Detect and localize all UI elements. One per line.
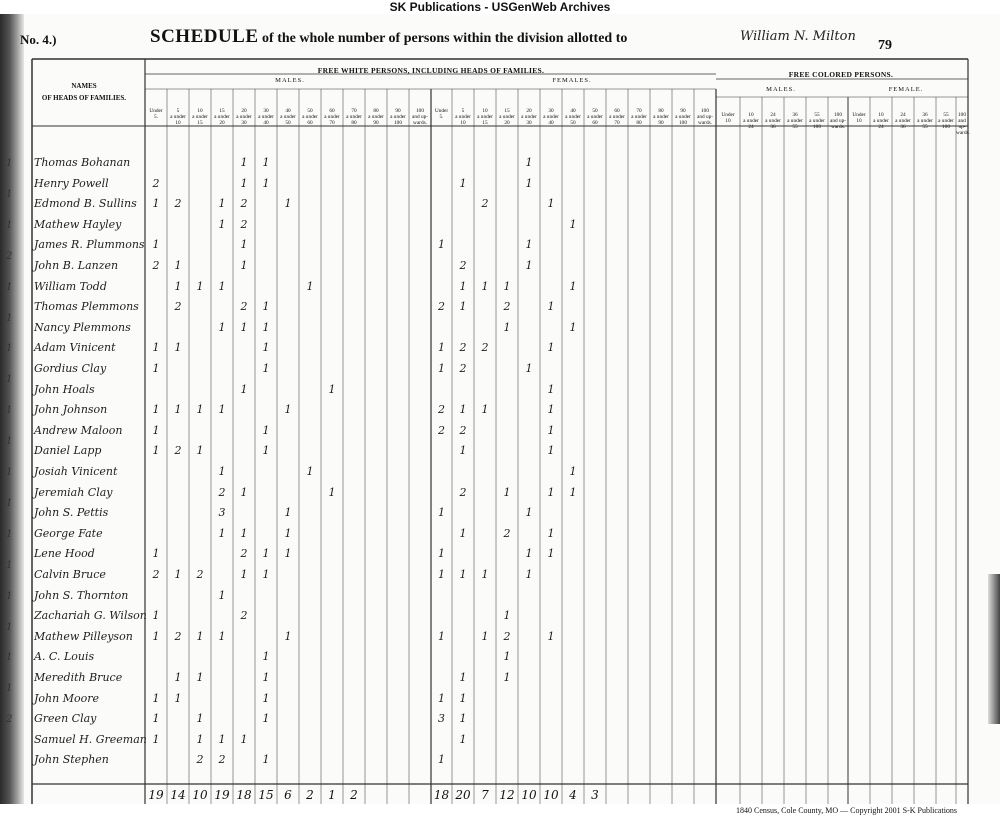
female-tally: 1 xyxy=(547,197,555,211)
white-males-header: MALES. xyxy=(275,77,305,84)
male-tally: 2 xyxy=(240,197,248,211)
household-name: John Hoals xyxy=(34,382,95,396)
female-tally: 1 xyxy=(438,547,445,561)
male-tally: 1 xyxy=(240,526,248,540)
female-tally: 2 xyxy=(503,300,511,314)
margin-mark: 1 xyxy=(6,683,13,695)
margin-mark: 1 xyxy=(6,590,13,602)
female-tally: 1 xyxy=(481,568,489,581)
male-tally: 2 xyxy=(174,300,182,314)
female-tally: 1 xyxy=(459,300,467,314)
female-tally: 1 xyxy=(547,547,555,561)
margin-mark: 1 xyxy=(6,343,13,355)
female-age-label: 90 a under 100 xyxy=(675,108,691,126)
male-tally: 2 xyxy=(240,217,248,231)
female-tally: 1 xyxy=(547,300,555,314)
male-age-label: 90 a under 100 xyxy=(390,108,406,126)
female-age-label: 20 a under 30 xyxy=(521,108,537,126)
page-banner: SK Publications - USGenWeb Archives xyxy=(389,0,611,14)
male-tally: 1 xyxy=(262,156,270,169)
household-name: Gordius Clay xyxy=(34,362,107,375)
male-tally: 1 xyxy=(218,403,226,417)
free-white-header: FREE WHITE PERSONS, INCLUDING HEADS OF FAMILIES. xyxy=(317,66,545,75)
female-tally: 1 xyxy=(525,568,533,581)
household-name: John Stephen xyxy=(34,753,109,767)
colored-male-age-label: Under 10 xyxy=(721,112,735,124)
female-age-label: 5 a under 10 xyxy=(455,108,471,126)
female-tally: 1 xyxy=(569,465,577,478)
female-tally: 2 xyxy=(438,423,445,437)
male-tally: 1 xyxy=(174,568,182,581)
male-total: 6 xyxy=(284,788,292,802)
male-tally: 1 xyxy=(284,403,292,417)
male-tally: 1 xyxy=(306,465,314,478)
male-tally: 1 xyxy=(152,403,160,417)
household-name: Thomas Bohanan xyxy=(34,156,131,169)
female-tally: 1 xyxy=(459,403,467,417)
male-tally: 1 xyxy=(152,547,160,561)
enumerator-name: William N. Milton xyxy=(740,29,856,44)
female-total: 18 xyxy=(433,788,450,802)
male-tally: 1 xyxy=(262,300,270,314)
free-colored-header: FREE COLORED PERSONS. xyxy=(788,70,894,79)
male-total: 2 xyxy=(306,788,314,802)
male-tally: 2 xyxy=(196,568,204,581)
female-tally: 1 xyxy=(438,238,445,252)
male-tally: 1 xyxy=(174,691,182,705)
male-tally: 2 xyxy=(174,629,182,643)
female-tally: 1 xyxy=(503,671,511,684)
household-name: Green Clay xyxy=(34,712,97,726)
female-tally: 1 xyxy=(459,732,467,746)
male-tally: 1 xyxy=(240,382,248,396)
female-tally: 1 xyxy=(459,568,467,581)
female-tally: 1 xyxy=(547,485,555,499)
male-tally: 1 xyxy=(196,629,204,643)
margin-mark: 1 xyxy=(6,528,13,540)
schedule-title-main: SCHEDULE xyxy=(150,26,259,47)
household-name: Andrew Maloon xyxy=(34,423,123,437)
male-tally: 1 xyxy=(218,588,226,602)
colored-female-age-label: Under 10 xyxy=(852,112,866,124)
male-age-label: 5 a under 10 xyxy=(170,108,186,126)
female-tally: 1 xyxy=(481,279,489,293)
colored-male-age-label: 10 a under 24 xyxy=(743,112,759,130)
household-name: Meredith Bruce xyxy=(34,671,123,684)
household-name: Jeremiah Clay xyxy=(34,485,113,499)
margin-mark: 1 xyxy=(6,467,13,478)
female-tally: 1 xyxy=(525,238,533,252)
margin-mark: 1 xyxy=(6,188,13,200)
schedule-title xyxy=(150,26,627,48)
male-tally: 1 xyxy=(240,732,248,746)
female-tally: 1 xyxy=(503,650,511,664)
colored-females-header: FEMALE. xyxy=(888,86,924,93)
male-tally: 1 xyxy=(174,259,182,272)
male-tally: 1 xyxy=(240,485,248,499)
male-tally: 2 xyxy=(196,753,204,767)
household-name: George Fate xyxy=(34,526,103,540)
female-age-label: 10 a under 15 xyxy=(477,108,493,126)
colored-male-age-label: 55 a under 100 xyxy=(809,112,825,130)
male-total: 19 xyxy=(148,788,164,802)
household-name: John Johnson xyxy=(34,403,108,417)
household-name: A. C. Louis xyxy=(34,650,95,664)
male-tally: 1 xyxy=(262,547,270,561)
female-tally: 2 xyxy=(459,362,467,375)
female-tally: 2 xyxy=(459,341,467,355)
female-tally: 1 xyxy=(525,506,533,520)
female-total: 4 xyxy=(569,788,577,802)
household-name: Adam Vinicent xyxy=(34,341,116,355)
sheet-number: No. 4.) xyxy=(20,32,57,47)
female-tally: 1 xyxy=(503,609,511,623)
household-name: William Todd xyxy=(34,279,107,293)
male-tally: 1 xyxy=(218,629,226,643)
female-tally: 1 xyxy=(459,444,467,458)
male-tally: 1 xyxy=(262,423,270,437)
male-tally: 1 xyxy=(152,712,160,726)
female-age-label: 60 a under 70 xyxy=(609,108,625,126)
female-tally: 1 xyxy=(503,485,511,499)
margin-mark: 2 xyxy=(6,714,13,726)
household-name: Daniel Lapp xyxy=(34,444,102,458)
male-tally: 1 xyxy=(152,609,160,623)
female-tally: 1 xyxy=(459,279,467,293)
male-tally: 2 xyxy=(152,176,160,190)
male-tally: 1 xyxy=(218,320,226,334)
male-age-label: 50 a under 60 xyxy=(302,108,318,126)
female-tally: 2 xyxy=(481,197,489,211)
female-tally: 1 xyxy=(503,320,511,334)
male-tally: 1 xyxy=(174,403,182,417)
female-tally: 1 xyxy=(503,279,511,293)
male-tally: 1 xyxy=(152,341,160,355)
male-tally: 2 xyxy=(174,444,182,458)
male-tally: 1 xyxy=(262,568,270,581)
female-total: 20 xyxy=(455,788,471,802)
female-tally: 2 xyxy=(438,403,445,417)
male-tally: 1 xyxy=(152,238,160,252)
female-age-label: 30 a under 40 xyxy=(543,108,559,126)
census-page-scan xyxy=(0,14,1000,804)
male-tally: 1 xyxy=(284,506,292,520)
male-tally: 3 xyxy=(218,506,226,520)
male-tally: 1 xyxy=(240,176,248,190)
female-total: 3 xyxy=(591,788,599,802)
female-total: 7 xyxy=(481,788,489,802)
footer-credit: 1840 Census, Cole County, MO — Copyright 2001 S-K Publications xyxy=(736,806,958,815)
margin-mark: 1 xyxy=(6,281,13,293)
male-age-label: 40 a under 50 xyxy=(280,108,296,126)
female-tally: 1 xyxy=(459,712,467,726)
female-tally: 1 xyxy=(569,320,577,334)
female-age-label: 15 a under 20 xyxy=(499,108,515,126)
female-tally: 1 xyxy=(438,362,445,375)
household-name: John S. Pettis xyxy=(34,506,109,520)
male-total: 1 xyxy=(328,788,336,802)
male-tally: 1 xyxy=(174,341,182,355)
male-tally: 1 xyxy=(196,444,204,458)
female-tally: 1 xyxy=(547,629,555,643)
household-name: Zachariah G. Wilson xyxy=(34,609,147,623)
male-tally: 1 xyxy=(196,712,204,726)
female-tally: 1 xyxy=(569,279,577,293)
male-age-label: 70 a under 80 xyxy=(346,108,362,126)
male-tally: 1 xyxy=(262,671,270,684)
household-name: Samuel H. Greeman xyxy=(34,732,147,746)
female-tally: 1 xyxy=(438,568,445,581)
male-tally: 2 xyxy=(218,753,226,767)
household-name: Thomas Plemmons xyxy=(34,300,139,314)
male-tally: 1 xyxy=(152,423,160,437)
female-tally: 2 xyxy=(503,629,511,643)
female-tally: 1 xyxy=(525,547,533,561)
female-tally: 2 xyxy=(503,526,511,540)
female-tally: 1 xyxy=(438,629,445,643)
male-age-label: 20 a under 30 xyxy=(236,108,252,126)
male-tally: 1 xyxy=(284,547,292,561)
male-tally: 2 xyxy=(240,609,248,623)
male-total: 2 xyxy=(350,788,358,802)
female-tally: 1 xyxy=(525,176,533,190)
male-tally: 1 xyxy=(262,691,270,705)
household-name: Henry Powell xyxy=(34,176,109,190)
colored-female-age-label: 55 a under 100 xyxy=(938,112,954,130)
female-tally: 1 xyxy=(459,526,467,540)
male-tally: 1 xyxy=(262,320,270,334)
male-tally: 2 xyxy=(240,547,248,561)
male-total: 18 xyxy=(236,788,252,802)
household-name: James R. Plummons xyxy=(34,238,145,252)
male-tally: 1 xyxy=(218,197,226,211)
margin-mark: 1 xyxy=(6,497,13,509)
male-tally: 1 xyxy=(196,279,204,293)
male-age-label: 100 and up- wards. xyxy=(411,108,429,126)
female-tally: 1 xyxy=(459,671,467,684)
female-total: 10 xyxy=(521,788,537,802)
male-tally: 1 xyxy=(262,650,270,664)
male-tally: 1 xyxy=(306,279,314,293)
household-name: Calvin Bruce xyxy=(34,568,106,581)
male-total: 15 xyxy=(258,788,274,802)
male-tally: 1 xyxy=(152,732,160,746)
male-tally: 1 xyxy=(262,176,270,190)
colored-male-age-label: 24 a under 36 xyxy=(765,112,781,130)
colored-female-age-label: 36 a under 55 xyxy=(917,112,933,130)
male-tally: 1 xyxy=(152,362,160,375)
female-total: 10 xyxy=(543,788,559,802)
household-name: Lene Hood xyxy=(34,547,95,561)
female-tally: 2 xyxy=(459,485,467,499)
female-age-label: 70 a under 80 xyxy=(631,108,647,126)
male-tally: 1 xyxy=(262,712,270,726)
male-tally: 1 xyxy=(240,156,248,169)
female-tally: 1 xyxy=(525,259,533,272)
margin-mark: 1 xyxy=(6,219,13,231)
male-age-label: 60 a under 70 xyxy=(324,108,340,126)
female-tally: 1 xyxy=(547,341,555,355)
female-tally: 2 xyxy=(438,300,445,314)
female-tally: 1 xyxy=(525,362,533,375)
female-age-label: Under 5. xyxy=(434,108,449,120)
female-age-label: 50 a under 60 xyxy=(587,108,603,126)
female-tally: 2 xyxy=(459,259,467,272)
male-tally: 1 xyxy=(196,403,204,417)
male-tally: 1 xyxy=(152,444,160,458)
margin-mark: 1 xyxy=(6,621,13,633)
male-tally: 1 xyxy=(262,341,270,355)
female-age-label: 80 a under 90 xyxy=(653,108,669,126)
male-total: 14 xyxy=(170,788,186,802)
female-tally: 1 xyxy=(438,753,445,767)
margin-mark: 1 xyxy=(6,559,13,571)
female-tally: 3 xyxy=(438,712,445,726)
male-tally: 1 xyxy=(152,629,160,643)
margin-mark: 2 xyxy=(6,250,13,262)
male-tally: 2 xyxy=(174,197,182,211)
male-tally: 1 xyxy=(218,217,226,231)
margin-mark: 1 xyxy=(6,158,13,169)
colored-female-age-label: 24 a under 36 xyxy=(895,112,911,130)
male-tally: 2 xyxy=(152,259,160,272)
male-tally: 1 xyxy=(152,197,160,211)
male-tally: 1 xyxy=(218,526,226,540)
female-tally: 1 xyxy=(459,176,467,190)
household-name: Nancy Plemmons xyxy=(34,320,131,334)
male-tally: 1 xyxy=(152,691,160,705)
colored-males-header: MALES. xyxy=(766,86,796,93)
male-tally: 1 xyxy=(218,279,226,293)
female-tally: 1 xyxy=(438,341,445,355)
male-tally: 1 xyxy=(328,382,336,396)
male-age-label: 10 a under 15 xyxy=(192,108,208,126)
female-tally: 1 xyxy=(569,485,577,499)
female-tally: 1 xyxy=(481,403,489,417)
household-name: Josiah Vinicent xyxy=(34,465,118,478)
female-tally: 1 xyxy=(547,382,555,396)
male-tally: 1 xyxy=(262,362,270,375)
female-tally: 1 xyxy=(438,506,445,520)
female-tally: 1 xyxy=(525,156,533,169)
male-tally: 1 xyxy=(196,671,204,684)
schedule-title-rest: of the whole number of persons within the division allotted to xyxy=(258,31,628,46)
margin-mark: 1 xyxy=(6,436,13,448)
female-total: 12 xyxy=(499,788,515,802)
male-tally: 1 xyxy=(284,526,292,540)
female-tally: 1 xyxy=(547,444,555,458)
white-females-header: FEMALES. xyxy=(552,77,592,84)
female-tally: 1 xyxy=(547,526,555,540)
margin-mark: 1 xyxy=(6,405,13,417)
names-column-header: NAMES OF HEADS OF FAMILIES. xyxy=(41,82,127,102)
colored-male-age-label: 36 a under 55 xyxy=(787,112,803,130)
male-tally: 1 xyxy=(218,465,226,478)
female-tally: 1 xyxy=(547,423,555,437)
male-tally: 1 xyxy=(240,259,248,272)
colored-male-age-label: 100 and up- wards. xyxy=(829,112,847,130)
household-name: John S. Thornton xyxy=(34,588,129,602)
male-tally: 1 xyxy=(262,444,270,458)
female-tally: 2 xyxy=(481,341,489,355)
male-tally: 1 xyxy=(218,732,226,746)
male-tally: 1 xyxy=(240,320,248,334)
household-name: John B. Lanzen xyxy=(34,259,119,272)
margin-mark: 1 xyxy=(6,312,13,324)
margin-mark: 1 xyxy=(6,652,13,664)
male-tally: 1 xyxy=(196,732,204,746)
colored-female-age-label: 100 and up- wards. xyxy=(956,112,970,136)
male-age-label: 80 a under 90 xyxy=(368,108,384,126)
female-tally: 1 xyxy=(547,403,555,417)
male-tally: 2 xyxy=(152,568,160,581)
male-tally: 2 xyxy=(240,300,248,314)
female-tally: 1 xyxy=(438,691,445,705)
female-tally: 1 xyxy=(459,691,467,705)
male-age-label: 30 a under 40 xyxy=(258,108,274,126)
male-tally: 1 xyxy=(174,671,182,684)
female-tally: 2 xyxy=(459,423,467,437)
household-name: Edmond B. Sullins xyxy=(34,197,137,211)
margin-mark: 1 xyxy=(6,374,13,386)
male-tally: 1 xyxy=(262,753,270,767)
male-age-label: Under 5. xyxy=(149,108,163,120)
male-tally: 2 xyxy=(218,485,226,499)
male-age-label: 15 a under 20 xyxy=(214,108,230,126)
female-age-label: 40 a under 50 xyxy=(565,108,581,126)
household-name: Mathew Pilleyson xyxy=(34,629,133,643)
male-tally: 1 xyxy=(328,485,336,499)
male-total: 19 xyxy=(214,788,230,802)
male-tally: 1 xyxy=(240,238,248,252)
colored-female-age-label: 10 a under 24 xyxy=(873,112,889,130)
male-total: 10 xyxy=(192,788,208,802)
male-tally: 1 xyxy=(284,629,292,643)
page-number: 79 xyxy=(878,38,892,53)
female-tally: 1 xyxy=(481,629,489,643)
household-name: John Moore xyxy=(34,691,99,705)
household-name: Mathew Hayley xyxy=(34,217,122,231)
male-tally: 1 xyxy=(240,568,248,581)
male-tally: 1 xyxy=(174,279,182,293)
female-tally: 1 xyxy=(569,217,577,231)
male-tally: 1 xyxy=(284,197,292,211)
female-age-label: 100 and up- wards. xyxy=(696,108,714,126)
